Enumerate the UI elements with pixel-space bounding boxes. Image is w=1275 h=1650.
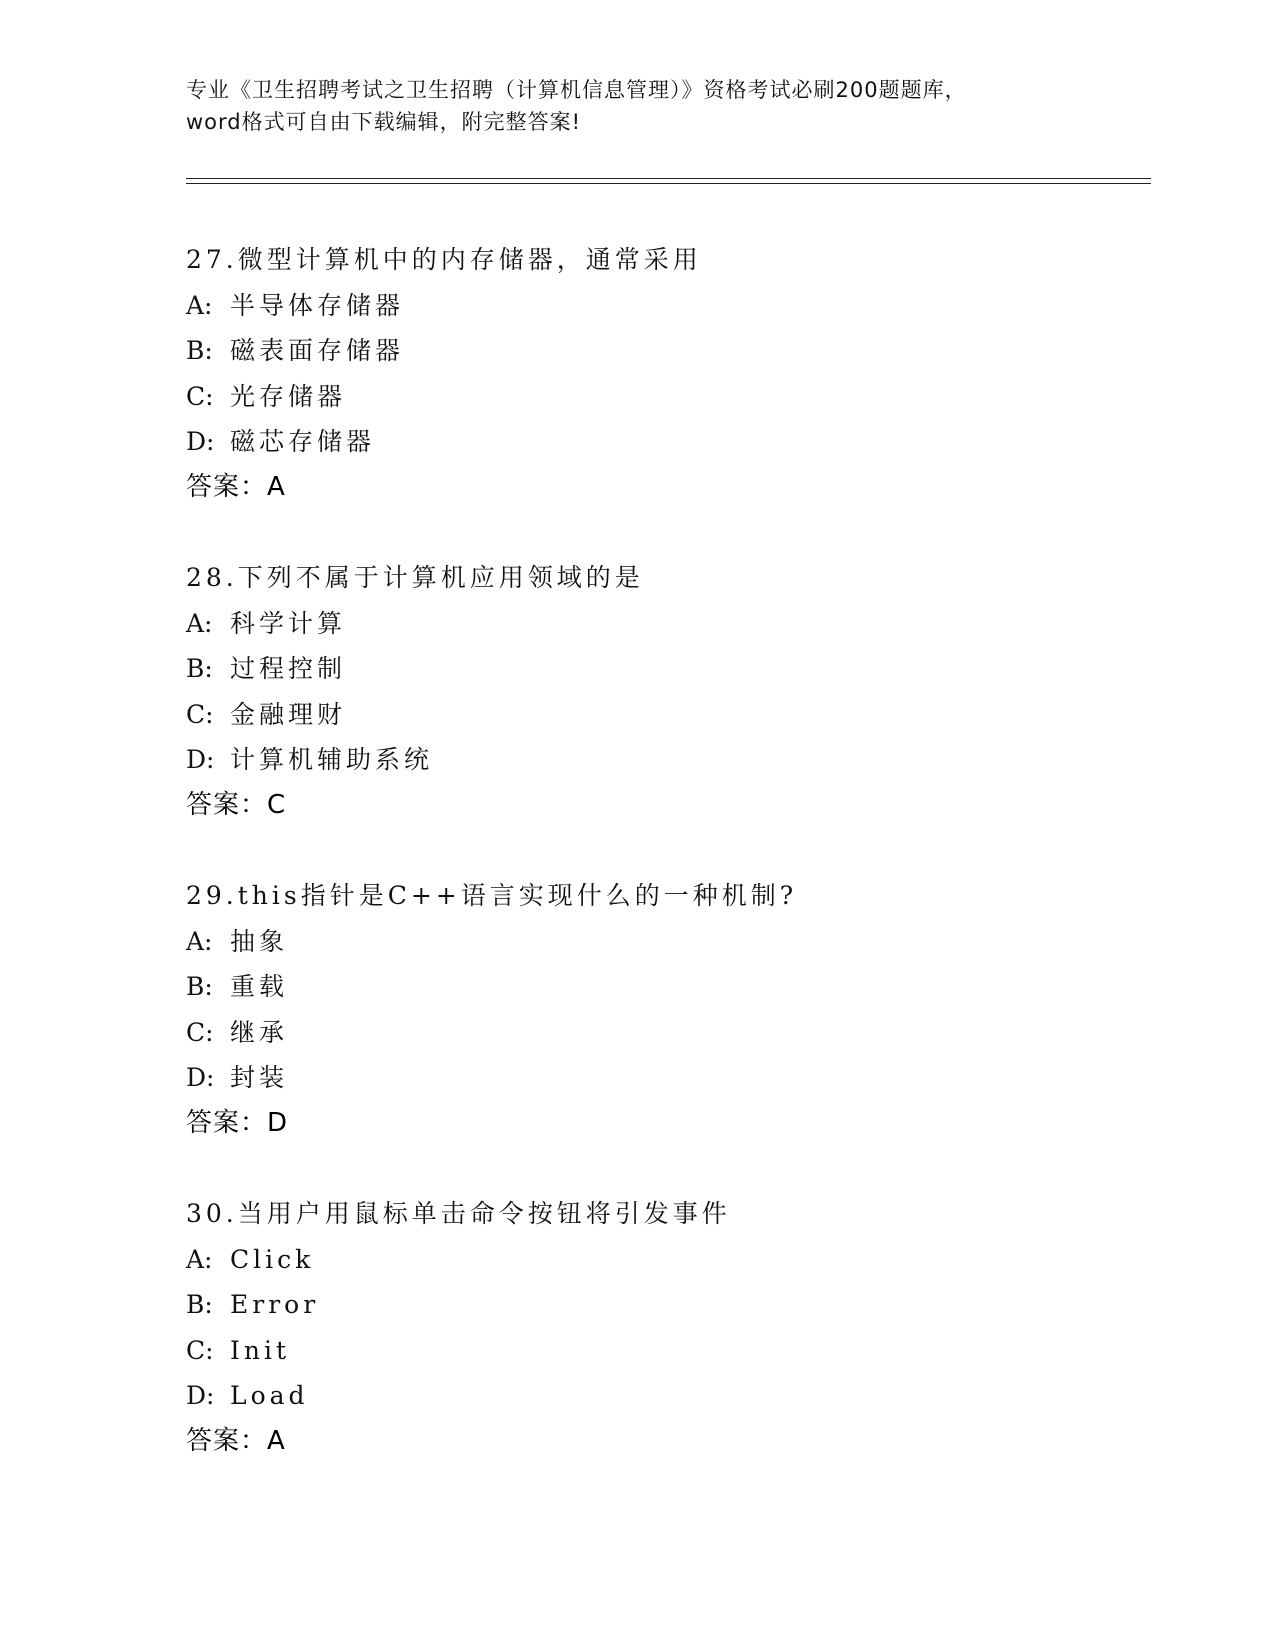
option-letter: B:: [186, 654, 213, 683]
option-text: Error: [230, 1290, 320, 1319]
option-letter: D:: [186, 1063, 215, 1092]
header-divider-bottom: [186, 183, 1151, 184]
option-a: [186, 1237, 1086, 1283]
option-letter: C:: [186, 699, 214, 729]
option-text: 重载: [230, 972, 289, 1001]
option-d: [186, 1373, 1086, 1419]
option-letter: A:: [186, 1244, 213, 1274]
option-b: [186, 328, 1086, 374]
option-letter: D:: [186, 745, 215, 774]
option-a: [186, 283, 1086, 329]
option-text: 科学计算: [230, 608, 347, 638]
option-text: 光存储器: [230, 381, 347, 411]
option-letter: C:: [186, 1335, 214, 1365]
answer-line: 答案：A: [186, 471, 286, 502]
option-text: Load: [230, 1381, 309, 1410]
option-text: 继承: [230, 1017, 289, 1047]
option-b: [186, 646, 1086, 692]
option-text: 计算机辅助系统: [230, 745, 434, 774]
option-letter: C:: [186, 381, 214, 411]
answer-line: 答案：C: [186, 789, 287, 820]
answer-line: 答案：A: [186, 1425, 286, 1456]
question-block: [186, 873, 1086, 1146]
option-c: [186, 1010, 1086, 1056]
option-d: [186, 1055, 1086, 1101]
option-text: 磁表面存储器: [230, 336, 405, 365]
option-letter: A:: [186, 608, 213, 638]
option-text: Click: [230, 1244, 315, 1274]
option-text: 金融理财: [230, 699, 347, 729]
header-line-1: 专业《卫生招聘考试之卫生招聘（计算机信息管理）》资格考试必刷200题题库，: [186, 78, 967, 102]
option-text: 半导体存储器: [230, 290, 405, 320]
option-d: [186, 419, 1086, 465]
option-text: Init: [230, 1335, 291, 1365]
option-a: [186, 919, 1086, 965]
option-letter: A:: [186, 926, 213, 956]
option-a: [186, 601, 1086, 647]
option-c: [186, 374, 1086, 420]
option-letter: D:: [186, 1381, 215, 1410]
option-letter: A:: [186, 290, 213, 320]
option-letter: B:: [186, 336, 213, 365]
question-stem: 29.this指针是C++语言实现什么的一种机制?: [186, 881, 798, 910]
question-stem: 28.下列不属于计算机应用领域的是: [186, 563, 644, 592]
option-b: [186, 1282, 1086, 1328]
option-c: [186, 1328, 1086, 1374]
option-text: 过程控制: [230, 654, 347, 683]
option-letter: D:: [186, 427, 215, 456]
option-c: [186, 692, 1086, 738]
question-stem: 27.微型计算机中的内存储器，通常采用: [186, 245, 702, 274]
option-b: [186, 964, 1086, 1010]
option-text: 抽象: [230, 926, 289, 956]
option-letter: C:: [186, 1017, 214, 1047]
question-block: [186, 555, 1086, 828]
option-text: 封装: [230, 1063, 289, 1092]
question-stem: 30.当用户用鼠标单击命令按钮将引发事件: [186, 1199, 731, 1228]
header-divider-top: [186, 178, 1151, 179]
header-line-2: word格式可自由下载编辑，附完整答案!: [186, 110, 582, 134]
option-letter: B:: [186, 1290, 213, 1319]
question-block: [186, 1191, 1086, 1464]
document-header: [186, 74, 1066, 138]
option-text: 磁芯存储器: [230, 427, 376, 456]
option-d: [186, 737, 1086, 783]
answer-line: 答案：D: [186, 1107, 289, 1138]
question-block: [186, 237, 1086, 510]
option-letter: B:: [186, 972, 213, 1001]
